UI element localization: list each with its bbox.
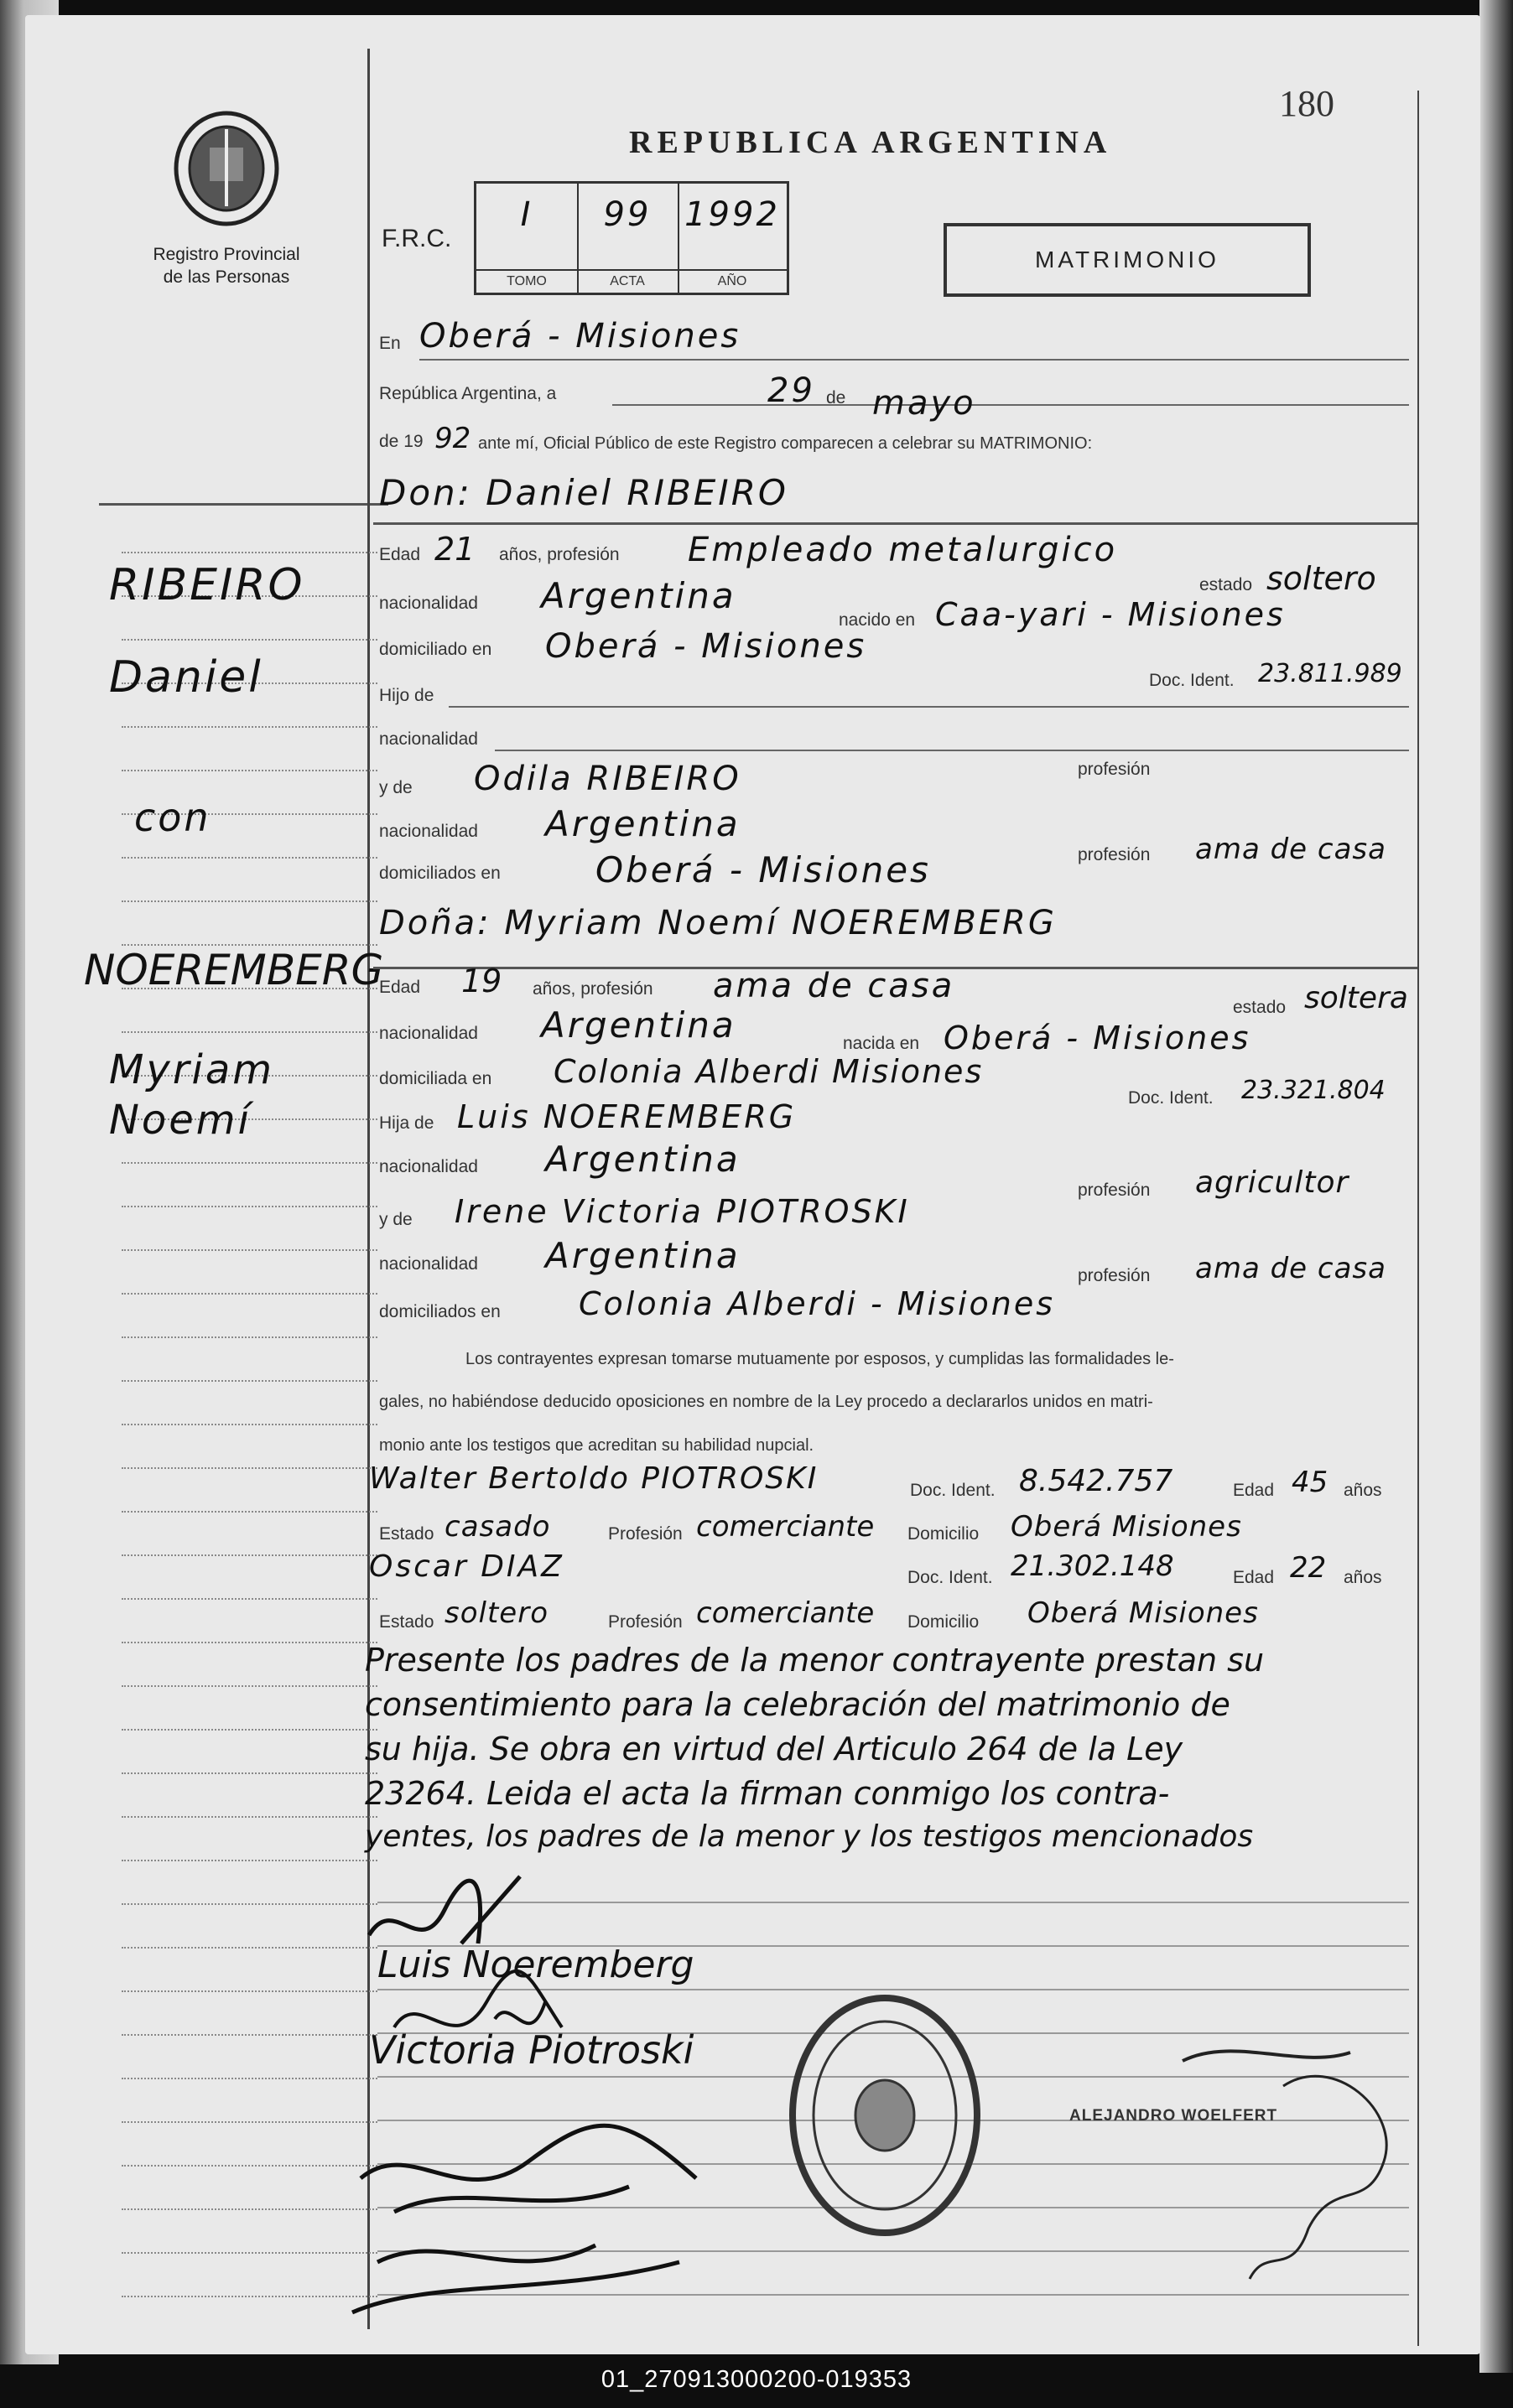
groom-padres-domicilio-label: domiciliados en — [379, 864, 501, 883]
acta-cell — [577, 184, 679, 293]
bride-padre-nacionalidad: Argentina — [545, 1139, 741, 1180]
frc-label: F.R.C. — [382, 225, 452, 252]
bride-doc: 23.321.804 — [1241, 1076, 1386, 1105]
bride-nacida-label: nacida en — [843, 1034, 920, 1053]
margin-divider — [99, 503, 388, 506]
bride-anos-profesion-label: años, profesión — [533, 979, 653, 999]
witness1-anos-label: años — [1344, 1481, 1382, 1500]
footer-code: 01_270913000200-019353 — [601, 2366, 912, 2393]
acta-value: 99 — [603, 195, 652, 234]
groom-madre-nacionalidad: Argentina — [545, 803, 741, 844]
registry-name-line2: de las Personas — [163, 267, 290, 287]
bride-nacionalidad-label: nacionalidad — [379, 1024, 478, 1043]
groom-title: Don: Daniel RIBEIRO — [379, 472, 788, 513]
witness2-edad-label: Edad — [1233, 1568, 1275, 1587]
witness1-doc-label: Doc. Ident. — [910, 1481, 996, 1500]
groom-anos-profesion-label: años, profesión — [499, 545, 620, 564]
bride-madre-profesion: ama de casa — [1195, 1252, 1386, 1285]
bride-madre-label: y de — [379, 1210, 413, 1229]
tomo-label: TOMO — [476, 269, 577, 289]
witness2-edad: 22 — [1290, 1551, 1327, 1585]
groom-madre-profesion: ama de casa — [1195, 833, 1386, 866]
notes-line2: consentimiento para la celebración del matrimonio de — [365, 1686, 1230, 1723]
witness2-estado-label: Estado — [379, 1612, 434, 1632]
margin-connector: con — [134, 795, 211, 840]
en-label: En — [379, 334, 401, 353]
tomo-cell — [476, 184, 579, 293]
groom-madre-nacionalidad-label: nacionalidad — [379, 822, 478, 841]
year-suffix: 92 — [434, 422, 471, 455]
document-type: MATRIMONIO — [1035, 247, 1219, 272]
bride-madre-nacionalidad: Argentina — [545, 1235, 741, 1276]
intro-place: Oberá - Misiones — [419, 317, 741, 355]
groom-padres-domicilio: Oberá - Misiones — [595, 849, 931, 890]
witness2-domicilio-label: Domicilio — [907, 1612, 980, 1632]
anio-value: 1992 — [684, 195, 780, 234]
bride-madre-profesion-label: profesión — [1078, 1266, 1151, 1285]
document-type-box — [944, 223, 1311, 297]
groom-madre: Odila RIBEIRO — [474, 760, 741, 798]
witness1-domicilio: Oberá Misiones — [1011, 1510, 1242, 1544]
groom-nacionalidad: Argentina — [541, 575, 736, 616]
bride-hija-label: Hija de — [379, 1113, 434, 1133]
groom-madre-profesion-label: profesión — [1078, 845, 1151, 864]
signature-victoria: Victoria Piotroski — [369, 2027, 694, 2073]
signature-luis: Luis Noeremberg — [377, 1944, 694, 1986]
bride-nacida-en: Oberá - Misiones — [944, 1020, 1251, 1056]
witness1-profesion: comerciante — [696, 1510, 875, 1544]
groom-madre-label: y de — [379, 778, 413, 797]
witness1-profesion-label: Profesión — [608, 1524, 683, 1544]
groom-estado: soltero — [1266, 560, 1376, 597]
bride-padre-profesion-label: profesión — [1078, 1181, 1151, 1200]
intro-day: 29 — [767, 371, 815, 410]
notes-line4: 23264. Leida el acta la firman conmigo los contra- — [365, 1775, 1170, 1812]
groom-estado-label: estado — [1199, 575, 1253, 594]
witness1-name: Walter Bertoldo PIOTROSKI — [369, 1461, 819, 1496]
witness1-edad-label: Edad — [1233, 1481, 1275, 1500]
witness2-estado: soltero — [445, 1596, 549, 1630]
notes-line1: Presente los padres de la menor contrayente prestan su — [365, 1642, 1265, 1679]
tomo-value: I — [520, 195, 533, 234]
republica-label: República Argentina, a — [379, 384, 557, 403]
witness2-doc: 21.302.148 — [1011, 1549, 1174, 1583]
bride-doc-label: Doc. Ident. — [1128, 1088, 1214, 1108]
declaration-line3: monio ante los testigos que acreditan su habilidad nupcial. — [379, 1436, 814, 1455]
anio-label: AÑO — [678, 269, 787, 289]
witness1-doc: 8.542.757 — [1019, 1464, 1173, 1498]
country-title: REPUBLICA ARGENTINA — [629, 125, 1112, 160]
bride-edad: 19 — [461, 963, 502, 999]
bride-estado: soltera — [1304, 981, 1408, 1015]
provincial-seal-icon — [168, 106, 285, 231]
witness2-name: Oscar DIAZ — [369, 1549, 564, 1584]
registry-name-line1: Registro Provincial — [153, 245, 300, 264]
margin-bride-surname: NOEREMBERG — [84, 946, 384, 994]
groom-domicilio-label: domiciliado en — [379, 640, 492, 659]
bride-padre-profesion: agricultor — [1195, 1165, 1349, 1200]
witness2-domicilio: Oberá Misiones — [1027, 1596, 1259, 1630]
bride-estado-label: estado — [1233, 998, 1287, 1017]
bride-padres-domicilio: Colonia Alberdi - Misiones — [579, 1285, 1056, 1322]
groom-padre-nacionalidad-label: nacionalidad — [379, 729, 478, 749]
bride-edad-label: Edad — [379, 978, 421, 997]
margin-bride-name-2: Noemí — [109, 1097, 252, 1144]
page-number: 180 — [1279, 83, 1334, 124]
bride-domicilio-label: domiciliada en — [379, 1069, 492, 1088]
bride-padre: Luis NOEREMBERG — [457, 1098, 797, 1135]
notes-line3: su hija. Se obra en virtud del Articulo 264 de la Ley — [365, 1731, 1183, 1767]
groom-padre-profesion-label: profesión — [1078, 760, 1151, 779]
registry-number-box — [474, 181, 789, 295]
certificate-page — [25, 15, 1480, 2354]
groom-nacido-label: nacido en — [839, 610, 916, 630]
bride-madre-nacionalidad-label: nacionalidad — [379, 1254, 478, 1274]
witness1-domicilio-label: Domicilio — [907, 1524, 980, 1544]
groom-domicilio: Oberá - Misiones — [545, 627, 867, 666]
groom-hijo-label: Hijo de — [379, 686, 434, 705]
officer-text: ante mí, Oficial Público de este Registro comparecen a celebrar su MATRIMONIO: — [478, 434, 1093, 453]
margin-groom-surname: RIBEIRO — [109, 560, 305, 610]
margin-bride-name-1: Myriam — [109, 1046, 275, 1093]
groom-nacido-en: Caa-yari - Misiones — [935, 596, 1286, 633]
groom-doc: 23.811.989 — [1258, 659, 1402, 688]
groom-nacionalidad-label: nacionalidad — [379, 594, 478, 613]
bride-title: Doña: Myriam Noemí NOEREMBERG — [379, 904, 1057, 942]
declaration-line1: Los contrayentes expresan tomarse mutuamente por esposos, y cumplidas las formalidades le- — [465, 1350, 1174, 1368]
bride-nacionalidad: Argentina — [541, 1004, 736, 1046]
margin-groom-name: Daniel — [109, 652, 263, 703]
groom-edad-label: Edad — [379, 545, 421, 564]
book-edge — [1479, 0, 1513, 2373]
year-prefix: de 19 — [379, 432, 424, 451]
groom-profesion: Empleado metalurgico — [688, 531, 1118, 569]
anio-cell — [678, 184, 787, 293]
official-round-stamp — [784, 1990, 985, 2241]
groom-doc-label: Doc. Ident. — [1149, 671, 1235, 690]
witness1-estado: casado — [445, 1510, 551, 1544]
bride-profesion: ama de casa — [713, 967, 955, 1005]
witness2-profesion: comerciante — [696, 1596, 875, 1630]
declaration-line2: gales, no habiéndose deducido oposiciones en nombre de la Ley procedo a declararlos unidos en matri- — [379, 1393, 1153, 1411]
bride-domicilio: Colonia Alberdi Misiones — [554, 1053, 984, 1090]
de-label: de — [826, 388, 846, 407]
bride-padres-domicilio-label: domiciliados en — [379, 1302, 501, 1321]
witness1-estado-label: Estado — [379, 1524, 434, 1544]
groom-edad: 21 — [434, 531, 476, 568]
witness1-edad: 45 — [1292, 1466, 1328, 1499]
witness2-doc-label: Doc. Ident. — [907, 1568, 993, 1587]
intro-month: mayo — [872, 384, 976, 423]
notes-line5: yentes, los padres de la menor y los testigos mencionados — [365, 1819, 1254, 1854]
bride-madre: Irene Victoria PIOTROSKI — [455, 1193, 910, 1230]
officer-stamp-name: ALEJANDRO WOELFERT — [1069, 2107, 1278, 2125]
witness2-anos-label: años — [1344, 1568, 1382, 1587]
acta-label: ACTA — [577, 269, 678, 289]
bride-padre-nacionalidad-label: nacionalidad — [379, 1157, 478, 1176]
witness2-profesion-label: Profesión — [608, 1612, 683, 1632]
